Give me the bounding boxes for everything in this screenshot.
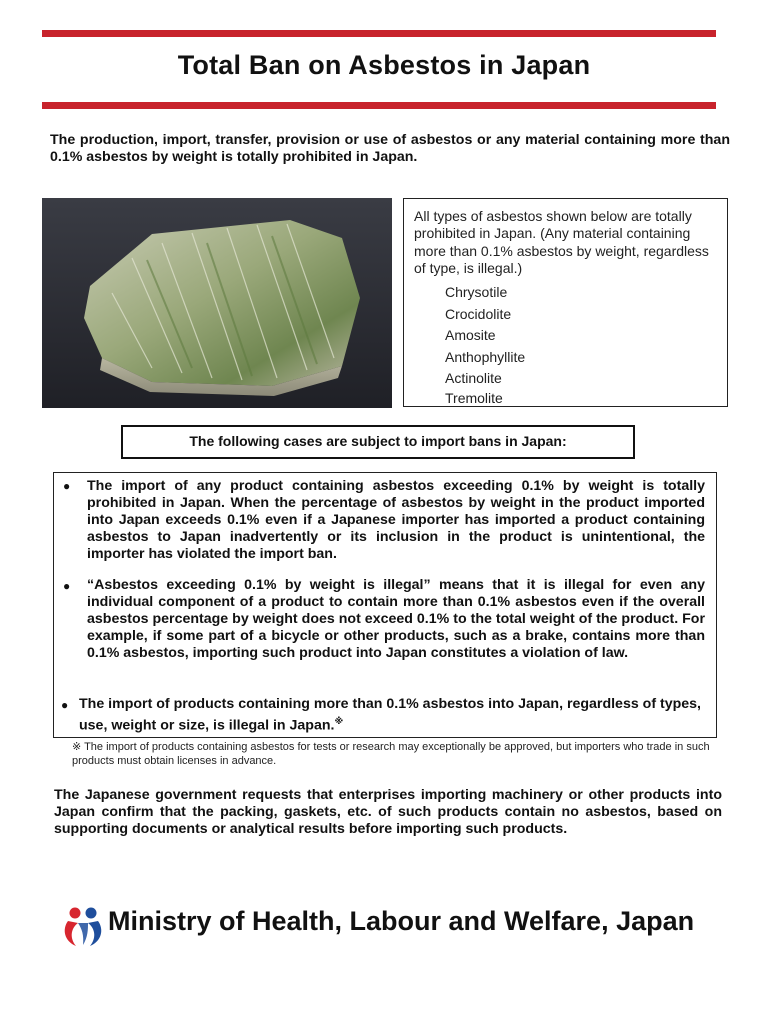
asbestos-types-box bbox=[403, 198, 728, 407]
import-bans-heading: The following cases are subject to import bans in Japan: bbox=[121, 425, 635, 459]
bullet-icon: ● bbox=[61, 698, 69, 712]
footnote-text: The import of products containing asbestos for tests or research may exceptionally be approved, but importers who trade in such products must obtain licenses in advance. bbox=[72, 741, 710, 767]
bullet-icon: ● bbox=[63, 579, 71, 593]
footnote-mark: ※ bbox=[72, 741, 82, 753]
asbestos-type-item: Amosite bbox=[445, 327, 496, 344]
import-ban-case: The import of any product containing asbestos exceeding 0.1% by weight is totally prohibited in Japan. When the percentage of asbestos by weight in the product imported into Japan exceeds 0.1% even if a Japanese importer has imported a product containing asbestos to Japan inadvertently or its inclusion in the product is unintentional, the importer has violated the import ban. bbox=[87, 478, 705, 562]
import-ban-case-text: The import of products containing more than 0.1% asbestos into Japan, regardless of types, use, weight or size, is illegal in Japan. bbox=[79, 696, 701, 734]
note-mark: ※ bbox=[334, 716, 344, 726]
bottom-red-rule bbox=[42, 102, 716, 109]
asbestos-type-item: Chrysotile bbox=[445, 284, 508, 301]
intro-paragraph: The production, import, transfer, provision or use of asbestos or any material containing more than 0.1% asbestos by weight is totally prohibited in Japan. bbox=[50, 132, 730, 165]
asbestos-type-item: Tremolite bbox=[445, 389, 503, 406]
bullet-icon: ● bbox=[63, 479, 71, 493]
types-description: All types of asbestos shown below are totally prohibited in Japan. (Any material containing more than 0.1% asbestos by weight, regardless of type, is illegal.) bbox=[414, 208, 709, 276]
import-bans-box bbox=[53, 472, 717, 738]
asbestos-type-item: Actinolite bbox=[445, 370, 502, 387]
page-title: Total Ban on Asbestos in Japan bbox=[177, 50, 591, 80]
import-ban-case: “Asbestos exceeding 0.1% by weight is illegal” means that it is illegal for even any individual component of a product to contain more than 0.1% asbestos even if the overall asbestos percentage by weight does not exceed 0.1% to the total weight of the product. For example, if some part of a bicycle or other products, such as a brake, contains more than 0.1% asbestos, importing such product into Japan constitutes a violation of law. bbox=[87, 577, 705, 661]
asbestos-type-item: Anthophyllite bbox=[445, 348, 526, 365]
rock-illustration bbox=[42, 198, 392, 408]
ministry-name: Ministry of Health, Labour and Welfare, Japan bbox=[108, 906, 695, 936]
ministry-logo-icon bbox=[62, 905, 104, 949]
asbestos-type-item: Crocidolite bbox=[445, 305, 512, 322]
closing-paragraph: The Japanese government requests that enterprises importing machinery or other products into Japan confirm that the packing, gaskets, etc. of such products contain no asbestos, based on supporting documents or analytical results before importing such products. bbox=[54, 787, 722, 837]
ministry-logo-graphic bbox=[62, 905, 104, 949]
footnote bbox=[72, 740, 732, 768]
top-red-rule bbox=[42, 30, 716, 37]
asbestos-types-list bbox=[414, 282, 718, 406]
import-ban-case bbox=[79, 696, 709, 735]
asbestos-rock-photo bbox=[42, 198, 392, 408]
